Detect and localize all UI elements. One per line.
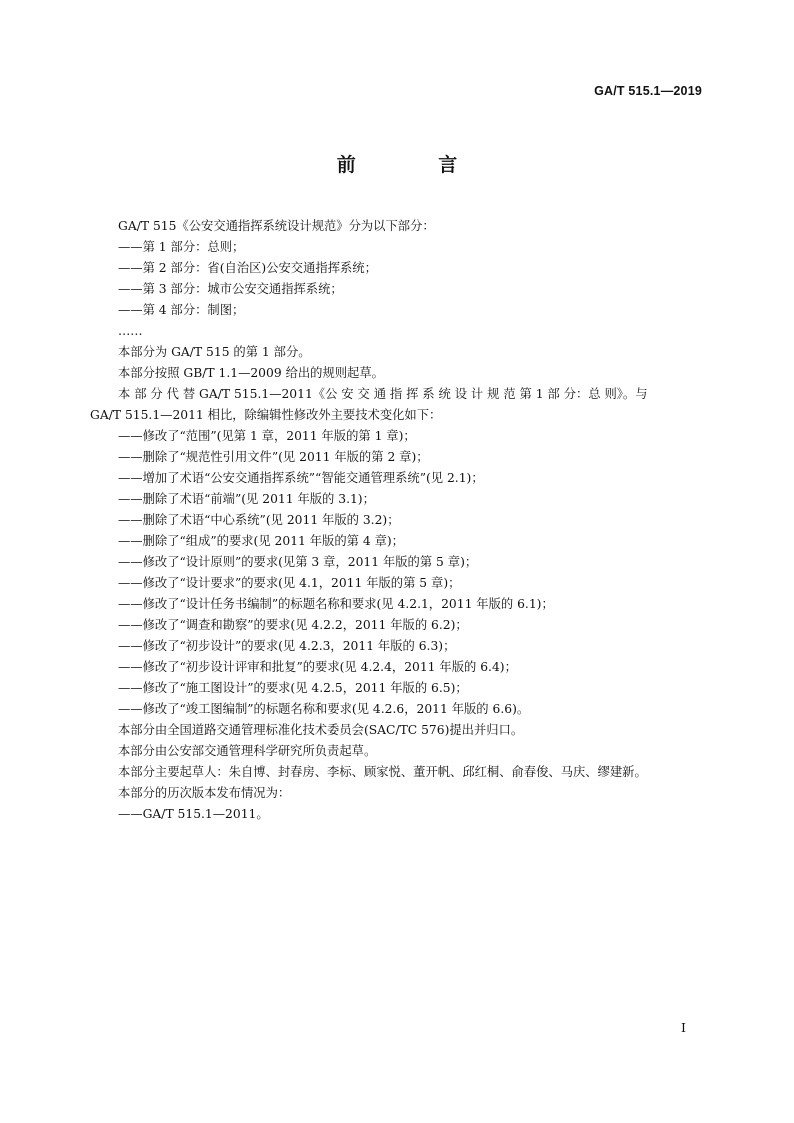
change-item: ——修改了“施工图设计”的要求(见 4.2.5，2011 年版的 6.5)； <box>118 681 468 695</box>
list-item-part2: ——第 2 部分：省(自治区)公安交通指挥系统； <box>118 261 377 275</box>
paragraph-drafted-by-org: 本部分由公安部交通管理科学研究所负责起草。 <box>118 744 377 758</box>
history-item: ——GA/T 515.1—2011。 <box>118 807 269 821</box>
paragraph-drafters: 本部分主要起草人：朱自博、封春房、李标、顾家悦、董开帆、邱红桐、俞春俊、马庆、缪建新。 <box>118 765 647 779</box>
paragraph-drafting-rules: 本部分按照 GB/T 1.1—2009 给出的规则起草。 <box>118 366 384 380</box>
change-item: ——删除了术语“前端”(见 2011 年版的 3.1)； <box>118 492 375 506</box>
foreword-body <box>90 216 704 825</box>
paragraph-intro: GA/T 515《公安交通指挥系统设计规范》分为以下部分： <box>118 219 435 233</box>
paragraph-proposed-by: 本部分由全国道路交通管理标准化技术委员会(SAC/TC 576)提出并归口。 <box>118 723 524 737</box>
change-item: ——修改了“设计原则”的要求(见第 3 章，2011 年版的第 5 章)； <box>118 555 478 569</box>
change-item: ——删除了“组成”的要求(见 2011 年版的第 4 章)； <box>118 534 404 548</box>
change-item: ——修改了“调查和勘察”的要求(见 4.2.2，2011 年版的 6.2)； <box>118 618 468 632</box>
list-item-part3: ——第 3 部分：城市公安交通指挥系统； <box>118 282 343 296</box>
change-item: ——删除了“规范性引用文件”(见 2011 年版的第 2 章)； <box>118 450 429 464</box>
paragraph-part-statement: 本部分为 GA/T 515 的第 1 部分。 <box>118 345 311 359</box>
change-item: ——修改了“范围”(见第 1 章，2011 年版的第 1 章)； <box>118 429 416 443</box>
page-title: 前 言 <box>336 154 496 176</box>
list-ellipsis: …… <box>118 324 143 338</box>
list-item-part4: ——第 4 部分：制图； <box>118 303 245 317</box>
change-item: ——增加了术语“公安交通指挥系统”“智能交通管理系统”(见 2.1)； <box>118 471 484 485</box>
document-code: GA/T 515.1—2019 <box>594 84 702 98</box>
change-item: ——删除了术语“中心系统”(见 2011 年版的 3.2)； <box>118 513 400 527</box>
change-item: ——修改了“初步设计”的要求(见 4.2.3，2011 年版的 6.3)； <box>118 639 456 653</box>
paragraph-replaces: 本 部 分 代 替 GA/T 515.1—2011《公 安 交 通 指 挥 系 统 设 计 规 范 第 1 部 分：总 则》。与 <box>118 387 648 401</box>
paragraph-history-intro: 本部分的历次版本发布情况为： <box>118 786 291 800</box>
change-item: ——修改了“竣工图编制”的标题名称和要求(见 4.2.6，2011 年版的 6.6)。 <box>118 702 530 716</box>
paragraph-replaces-continued: GA/T 515.1—2011 相比，除编辑性修改外主要技术变化如下： <box>90 408 442 422</box>
change-item: ——修改了“初步设计评审和批复”的要求(见 4.2.4，2011 年版的 6.4)； <box>118 660 517 674</box>
page-number: I <box>681 1020 686 1035</box>
change-item: ——修改了“设计要求”的要求(见 4.1，2011 年版的第 5 章)； <box>118 576 461 590</box>
change-item: ——修改了“设计任务书编制”的标题名称和要求(见 4.2.1，2011 年版的 6.1)； <box>118 597 554 611</box>
list-item-part1: ——第 1 部分：总则； <box>118 240 245 254</box>
